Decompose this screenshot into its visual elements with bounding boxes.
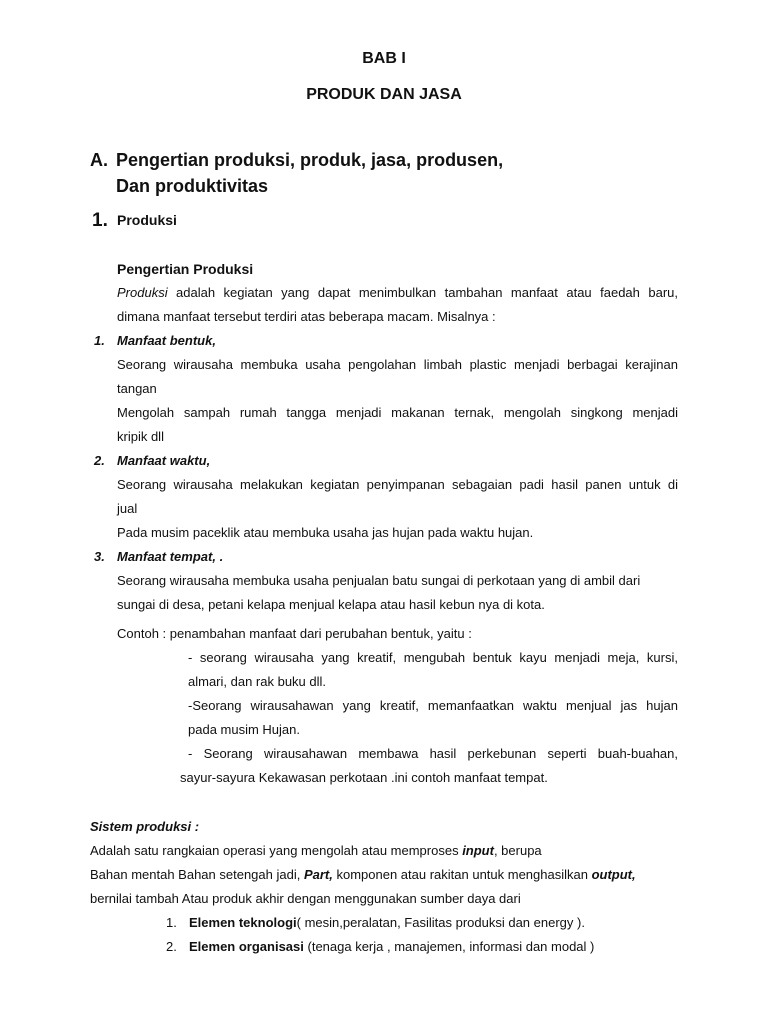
section-a-marker: A. — [90, 150, 108, 170]
subsection-title: Produksi — [117, 212, 177, 228]
system-item-number: 1. — [166, 915, 177, 930]
system-heading: Sistem produksi : — [90, 819, 200, 834]
example-intro: Contoh : penambahan manfaat dari perubahan bentuk, yaitu : — [117, 626, 472, 641]
definition-line1-text: adalah kegiatan yang dapat menimbulkan tambahan manfaat atau faedah baru, — [167, 285, 678, 300]
benefit-number: 2. — [94, 453, 105, 468]
subsection-number: 1. — [92, 210, 108, 231]
benefit-number: 1. — [94, 333, 105, 348]
system-term-output: output, — [591, 867, 636, 882]
example-line: sayur-sayura Kekawasan perkotaan .ini contoh manfaat tempat. — [180, 770, 548, 785]
page-title-text: PRODUK DAN JASA — [306, 86, 462, 103]
system-line1-end: , berupa — [493, 843, 542, 858]
benefit-text-line: sungai di desa, petani kelapa menjual kelapa atau hasil kebun nya di kota. — [117, 597, 545, 612]
section-a-title-line2: Dan produktivitas — [116, 176, 269, 196]
example-line: -Seorang wirausahawan yang kreatif, memanfaatkan waktu menjual jas hujan — [188, 698, 678, 713]
benefit-text-line: Seorang wirausaha membuka usaha penjualan batu sungai di perkotaan yang di ambil dari — [117, 573, 641, 588]
example-line: - Seorang wirausahawan membawa hasil perkebunan seperti buah-buahan, — [188, 746, 678, 761]
system-item-label: Elemen teknologi — [189, 915, 297, 930]
benefit-text-line: Mengolah sampah rumah tangga menjadi makanan ternak, mengolah singkong menjadi — [117, 405, 678, 420]
definition-heading: Pengertian Produksi — [117, 261, 254, 277]
benefit-title: Manfaat waktu, — [117, 453, 211, 468]
system-line2-mid: komponen atau rakitan untuk menghasilkan — [332, 867, 592, 882]
definition-term: Produksi — [117, 285, 168, 300]
definition-line2: dimana manfaat tersebut terdiri atas beberapa macam. Misalnya : — [117, 309, 496, 324]
benefit-text-line: jual — [117, 501, 138, 516]
system-item-text: ( mesin,peralatan, Fasilitas produksi dan energy ). — [296, 915, 585, 930]
benefit-text-line: Seorang wirausaha melakukan kegiatan penyimpanan sebagaian padi hasil panen untuk di — [117, 477, 678, 492]
benefit-title: Manfaat tempat, . — [117, 549, 224, 564]
system-term-part: Part, — [303, 867, 333, 882]
system-item — [189, 939, 594, 955]
chapter-heading — [0, 49, 768, 69]
system-line1-text: Adalah satu rangkaian operasi yang mengolah atau memproses — [90, 843, 463, 858]
benefit-text-line: Pada musim paceklik atau membuka usaha jas hujan pada waktu hujan. — [117, 525, 534, 540]
example-line: pada musim Hujan. — [188, 722, 300, 737]
benefit-text-line: tangan — [117, 381, 157, 396]
system-item-text: (tenaga kerja , manajemen, informasi dan modal ) — [303, 939, 595, 954]
system-line3: bernilai tambah Atau produk akhir dengan menggunakan sumber daya dari — [90, 891, 521, 906]
section-a-title-line1: Pengertian produksi, produk, jasa, produsen, — [116, 150, 504, 170]
benefit-text-line: kripik dll — [117, 429, 164, 444]
chapter-label: BAB I — [362, 50, 406, 67]
system-item-label: Elemen organisasi — [189, 939, 304, 954]
page-title — [0, 85, 768, 105]
system-line1 — [90, 843, 542, 859]
benefit-title: Manfaat bentuk, — [117, 333, 216, 348]
system-item-number: 2. — [166, 939, 177, 954]
definition-line1 — [117, 285, 678, 301]
system-item — [189, 915, 585, 931]
system-line2-text: Bahan mentah Bahan setengah jadi, — [90, 867, 304, 882]
example-line: almari, dan rak buku dll. — [188, 674, 327, 689]
benefit-text-line: Seorang wirausaha membuka usaha pengolahan limbah plastic menjadi berbagai kerajinan — [117, 357, 678, 372]
system-line2 — [90, 867, 636, 883]
benefit-number: 3. — [94, 549, 105, 564]
system-term-input: input — [462, 843, 494, 858]
example-line: - seorang wirausaha yang kreatif, mengubah bentuk kayu menjadi meja, kursi, — [188, 650, 678, 665]
